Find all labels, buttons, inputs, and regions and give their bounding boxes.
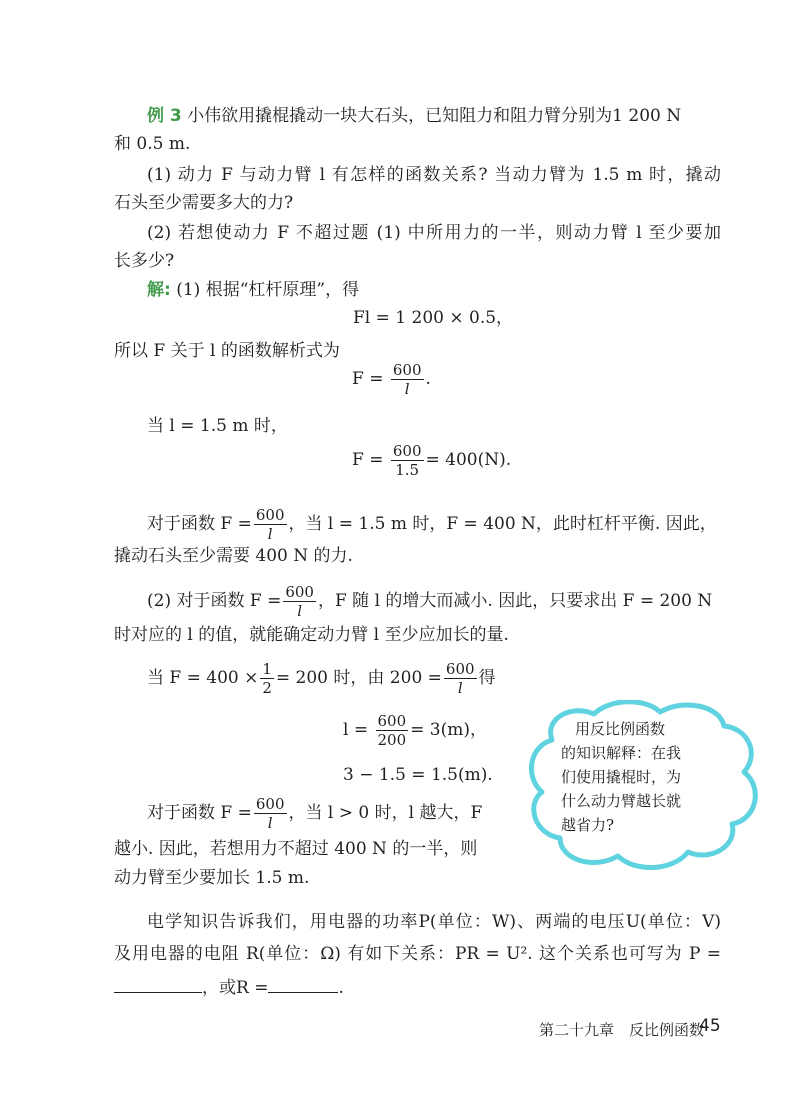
fraction-600-over-1-5 xyxy=(391,442,424,479)
fraction-1-over-2 xyxy=(260,660,274,697)
fraction-600-over-200 xyxy=(376,712,409,749)
solution-line-3: 当 l = 1.5 m 时， xyxy=(147,416,288,436)
equation-3 xyxy=(352,442,511,479)
equation-3-right: = 400(N). xyxy=(425,450,512,470)
question-1-line-1: (1) 动力 F 与动力臂 l 有怎样的函数关系? 当动力臂为 1.5 m 时，撬动 xyxy=(147,165,721,185)
fraction-numerator: 600 xyxy=(392,442,422,460)
exercise-line-1: 电学知识告诉我们，用电器的功率P(单位：W)、两端的电压U(单位：V) xyxy=(147,912,721,932)
p1-tail: ，当 l = 1.5 m 时，F = 400 N，此时杠杆平衡. 因此， xyxy=(288,514,717,534)
cloud-line-5: 越省力? xyxy=(561,816,615,834)
paragraph-4-line-2: 越小. 因此，若想用力不超过 400 N 的一半，则 xyxy=(114,839,478,859)
p3-lead: 当 F = 400 × xyxy=(147,668,259,688)
equation-5: 3 − 1.5 = 1.5(m). xyxy=(343,765,493,785)
p2-tail: ，F 随 l 的增大而减小. 因此，只要求出 F = 200 N xyxy=(317,591,713,611)
fraction-numerator: 600 xyxy=(285,583,314,601)
question-2-line-2: 长多少? xyxy=(114,251,175,271)
question-2-line-1: (2) 若想使动力 F 不超过题 (1) 中所用力的一半，则动力臂 l 至少要加 xyxy=(147,223,721,243)
equation-2-right: . xyxy=(425,369,431,389)
exercise-line-2: 及用电器的电阻 R(单位：Ω) 有如下关系：PR = U². 这个关系也可写为 P = xyxy=(114,944,721,964)
example-label: 例 3 xyxy=(147,106,182,126)
exercise-line-3 xyxy=(114,974,344,1000)
equation-3-left: F = xyxy=(352,450,384,470)
fraction-denominator: 1.5 xyxy=(395,461,420,479)
p1-lead: 对于函数 F = xyxy=(147,514,252,534)
question-1-line-2: 石头至少需要多大的力? xyxy=(114,193,294,213)
fraction-denominator: l xyxy=(457,679,463,697)
example-text-1: 小伟欲用撬棍撬动一块大石头，已知阻力和阻力臂分别为1 200 N xyxy=(187,106,682,126)
p4-tail: ，当 l > 0 时，l 越大，F xyxy=(288,803,483,823)
fraction-denominator: 2 xyxy=(262,679,272,697)
fraction-600-over-l xyxy=(283,583,316,620)
paragraph-1-line-1 xyxy=(147,506,717,543)
p3-mid: = 200 时，由 200 = xyxy=(275,668,442,688)
page-number: 45 xyxy=(699,1016,721,1036)
answer-blank-r[interactable] xyxy=(268,974,338,993)
example-line-1 xyxy=(147,104,681,128)
exercise-separator: ，或R = xyxy=(202,978,269,998)
chapter-title: 第二十九章 反比例函数 xyxy=(539,1021,705,1039)
paragraph-2-line-1 xyxy=(147,583,712,620)
fraction-600-over-l xyxy=(444,660,477,697)
p3-tail: 得 xyxy=(478,668,496,688)
fraction-numerator: 1 xyxy=(262,660,272,678)
fraction-numerator: 600 xyxy=(255,506,285,524)
fraction-numerator: 600 xyxy=(377,712,407,730)
fraction-denominator: l xyxy=(267,814,273,832)
fraction-numerator: 600 xyxy=(255,795,285,813)
solution-line-1 xyxy=(147,278,359,302)
fraction-600-over-l xyxy=(254,506,287,543)
equation-4 xyxy=(343,712,487,749)
fraction-600-over-l xyxy=(254,795,287,832)
equation-1: Fl = 1 200 × 0.5， xyxy=(353,308,514,328)
p4-lead: 对于函数 F = xyxy=(147,803,252,823)
paragraph-4-line-3: 动力臂至少要加长 1.5 m. xyxy=(114,868,310,888)
fraction-600-over-l xyxy=(391,361,424,398)
equation-4-right: = 3(m)， xyxy=(410,720,487,740)
example-line-2: 和 0.5 m. xyxy=(114,134,191,154)
paragraph-2-line-2: 时对应的 l 的值，就能确定动力臂 l 至少应加长的量. xyxy=(114,625,509,645)
exercise-end: . xyxy=(338,978,344,998)
paragraph-1-line-2: 撬动石头至少需要 400 N 的力. xyxy=(114,546,353,566)
cloud-line-1: 用反比例函数 xyxy=(575,720,666,738)
cloud-line-3: 们使用撬棍时，为 xyxy=(561,768,682,786)
fraction-denominator: l xyxy=(297,602,303,620)
cloud-line-4: 什么动力臂越长就 xyxy=(561,792,682,810)
fraction-denominator: l xyxy=(267,525,273,543)
paragraph-3-line-1 xyxy=(147,660,496,697)
fraction-denominator: l xyxy=(404,380,410,398)
answer-blank-p[interactable] xyxy=(114,974,202,993)
fraction-denominator: 200 xyxy=(377,731,407,749)
solution-label: 解: xyxy=(147,280,171,300)
cloud-line-2: 的知识解释：在我 xyxy=(561,744,682,762)
paragraph-4-line-1 xyxy=(147,795,482,832)
equation-4-left: l = xyxy=(343,720,369,740)
fraction-numerator: 600 xyxy=(392,361,422,379)
p2-lead: (2) 对于函数 F = xyxy=(147,591,282,611)
equation-2-left: F = xyxy=(352,369,384,389)
fraction-numerator: 600 xyxy=(445,660,475,678)
solution-text-1: (1) 根据“杠杆原理”，得 xyxy=(176,280,360,300)
solution-line-2: 所以 F 关于 l 的函数解析式为 xyxy=(114,341,340,361)
equation-2 xyxy=(352,361,431,398)
